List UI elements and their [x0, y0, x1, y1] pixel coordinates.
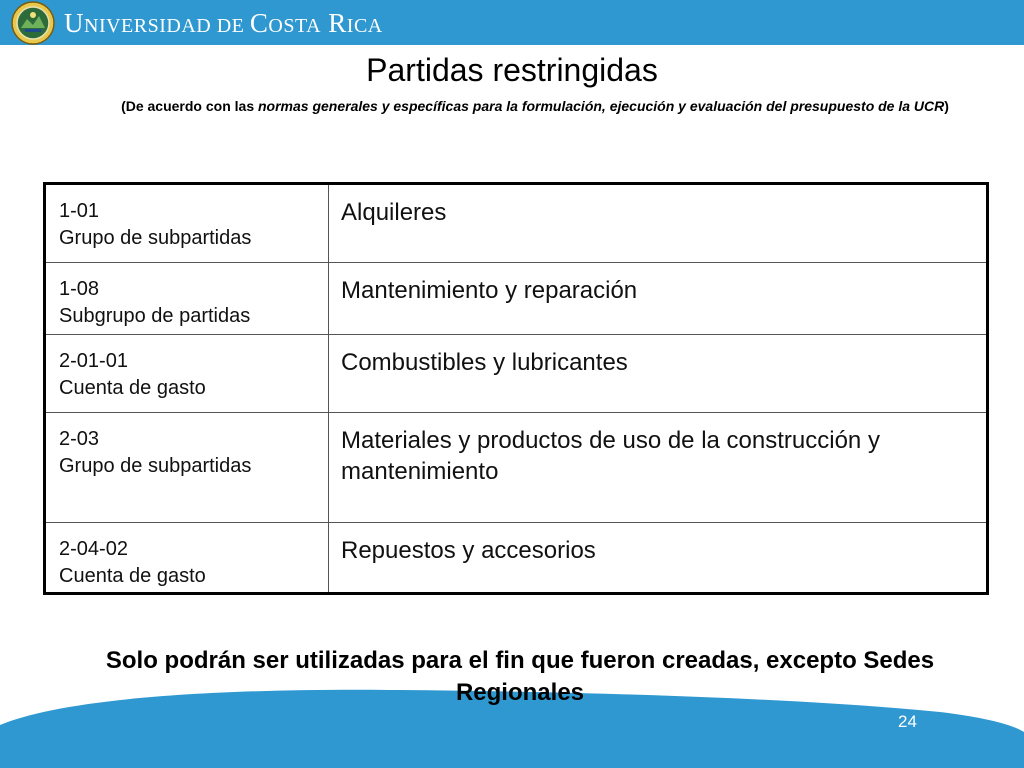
- name-cell: Mantenimiento y reparación: [329, 263, 988, 335]
- subtitle-italic: normas generales y específicas para la formulación, ejecución y evaluación del presupuesto de la UCR: [258, 98, 945, 114]
- subtitle-text: (De acuerdo con las: [121, 98, 258, 114]
- item-type: Cuenta de gasto: [59, 565, 206, 587]
- university-seal-icon: [11, 1, 55, 45]
- restriction-note: Solo podrán ser utilizadas para el fin que fueron creadas, excepto Sedes Regionales: [105, 647, 935, 706]
- brand-small: NIVERSIDAD: [84, 15, 212, 37]
- code-cell: [45, 263, 329, 335]
- item-type: Grupo de subpartidas: [59, 227, 252, 249]
- item-code: 1-08: [59, 278, 100, 300]
- name-cell: Materiales y productos de uso de la construcción y mantenimiento: [329, 413, 988, 523]
- item-type: Subgrupo de partidas: [59, 305, 251, 327]
- code-cell: [45, 335, 329, 413]
- page-number: 24: [898, 712, 917, 731]
- table-row: [45, 523, 988, 594]
- table-row: [45, 335, 988, 413]
- code-cell: [45, 523, 329, 594]
- page-subtitle: [110, 96, 960, 116]
- page-title: Partidas restringidas: [366, 52, 658, 88]
- brand-small: ICA: [346, 15, 383, 37]
- brand-letter: R: [321, 8, 347, 38]
- item-code: 2-01-01: [59, 350, 128, 372]
- brand-small: OSTA: [268, 15, 322, 37]
- code-cell: [45, 413, 329, 523]
- item-type: Grupo de subpartidas: [59, 455, 252, 477]
- table-row: [45, 413, 988, 523]
- restricted-items-table: [43, 182, 989, 595]
- brand-letter: C: [249, 8, 269, 38]
- table-row: [45, 184, 988, 263]
- header-bar: [0, 0, 1024, 45]
- brand-de: DE: [211, 15, 250, 37]
- subtitle-text: ): [944, 98, 949, 114]
- name-cell: Repuestos y accesorios: [329, 523, 988, 594]
- code-cell: [45, 184, 329, 263]
- brand-letter: U: [64, 8, 84, 38]
- name-cell: Combustibles y lubricantes: [329, 335, 988, 413]
- name-cell: Alquileres: [329, 184, 988, 263]
- table-row: [45, 263, 988, 335]
- item-code: 2-04-02: [59, 538, 128, 560]
- item-type: Cuenta de gasto: [59, 377, 206, 399]
- item-code: 2-03: [59, 428, 100, 450]
- item-code: 1-01: [59, 200, 100, 222]
- university-brand-name: [64, 7, 383, 39]
